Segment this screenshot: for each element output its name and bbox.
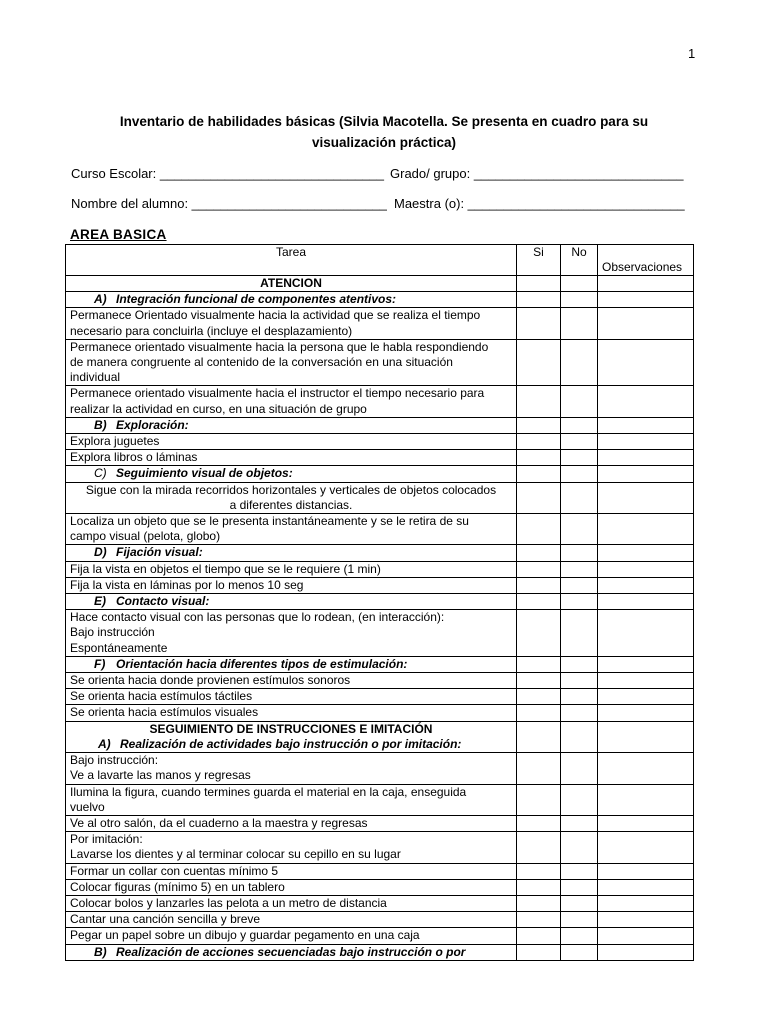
si-cell[interactable] xyxy=(517,577,561,593)
observaciones-cell[interactable] xyxy=(598,784,694,815)
si-cell[interactable] xyxy=(517,673,561,689)
task-cell xyxy=(66,928,517,944)
observaciones-cell[interactable] xyxy=(598,610,694,657)
no-cell[interactable] xyxy=(561,721,598,752)
task-cell xyxy=(66,450,517,466)
subsection-text: Realización de acciones secuenciadas bajo instrucción o por xyxy=(116,944,466,959)
task-text: realizar la actividad en curso, en una situación de grupo xyxy=(70,401,367,416)
table-row xyxy=(66,832,694,863)
task-text: necesario para concluirla (incluye el desplazamiento) xyxy=(70,323,353,338)
subsection-text: Exploración: xyxy=(116,417,189,432)
task-text: Permanece orientado visualmente hacia el instructor el tiempo necesario para xyxy=(70,386,485,401)
inventory-table xyxy=(65,244,694,961)
si-cell[interactable] xyxy=(517,594,561,610)
observaciones-cell[interactable] xyxy=(598,577,694,593)
subsection-text: Fijación visual: xyxy=(116,545,203,560)
task-text: Bajo instrucción: xyxy=(70,753,159,768)
observaciones-cell[interactable] xyxy=(598,450,694,466)
no-cell[interactable] xyxy=(561,784,598,815)
task-text: Se orienta hacia estímulos táctiles xyxy=(70,689,253,704)
task-text: Se orienta hacia estímulos visuales xyxy=(70,705,259,720)
subsection-heading xyxy=(66,545,517,561)
task-text: Lavarse los dientes y al terminar colocar su cepillo en su lugar xyxy=(70,847,401,862)
task-text: Formar un collar con cuentas mínimo 5 xyxy=(70,863,279,878)
observaciones-cell[interactable] xyxy=(598,879,694,895)
table-row xyxy=(66,928,694,944)
table-subsection-row xyxy=(66,594,694,610)
subsection-text: Orientación hacia diferentes tipos de estimulación: xyxy=(116,656,408,671)
observaciones-cell[interactable] xyxy=(598,689,694,705)
task-text: Ve a lavarte las manos y regresas xyxy=(70,768,251,783)
table-row xyxy=(66,561,694,577)
task-cell xyxy=(66,689,517,705)
observaciones-cell[interactable] xyxy=(598,308,694,339)
no-cell[interactable] xyxy=(561,292,598,308)
table-row xyxy=(66,879,694,895)
observaciones-cell[interactable] xyxy=(598,673,694,689)
subsection-text: Realización de actividades bajo instrucción o por imitación: xyxy=(120,736,462,751)
table-row xyxy=(66,450,694,466)
no-cell[interactable] xyxy=(561,944,598,960)
si-cell[interactable] xyxy=(517,832,561,863)
table-row xyxy=(66,784,694,815)
table-row xyxy=(66,386,694,417)
task-cell xyxy=(66,514,517,545)
observaciones-cell[interactable] xyxy=(598,944,694,960)
task-cell xyxy=(66,832,517,863)
no-cell[interactable] xyxy=(561,482,598,513)
task-text: Pegar un papel sobre un dibujo y guardar pegamento en una caja xyxy=(70,928,420,943)
no-cell[interactable] xyxy=(561,514,598,545)
task-text: Bajo instrucción xyxy=(70,625,155,640)
no-cell[interactable] xyxy=(561,450,598,466)
task-cell xyxy=(66,863,517,879)
nombre-alumno-field: Nombre del alumno: ___________________________ xyxy=(71,196,387,211)
task-text: Explora juguetes xyxy=(70,434,160,449)
table-subsection-row xyxy=(66,292,694,308)
observaciones-cell[interactable] xyxy=(598,417,694,433)
table-row xyxy=(66,753,694,784)
section-heading-cell xyxy=(66,721,517,752)
task-text: Localiza un objeto que se le presenta instantáneamente y se le retira de su xyxy=(70,514,469,529)
task-cell xyxy=(66,784,517,815)
si-cell[interactable] xyxy=(517,292,561,308)
subsection-letter: F) xyxy=(94,656,106,671)
task-text: Ilumina la figura, cuando termines guarda el material en la caja, enseguida xyxy=(70,784,467,799)
no-cell[interactable] xyxy=(561,863,598,879)
task-cell xyxy=(66,610,517,657)
table-row xyxy=(66,689,694,705)
task-cell xyxy=(66,705,517,721)
no-cell[interactable] xyxy=(561,656,598,672)
no-cell[interactable] xyxy=(561,753,598,784)
table-section-row xyxy=(66,721,694,752)
task-text: Permanece orientado visualmente hacia la persona que le habla respondiendo xyxy=(70,339,489,354)
observaciones-cell[interactable] xyxy=(598,466,694,482)
task-text: Explora libros o láminas xyxy=(70,450,198,465)
table-subsection-row xyxy=(66,944,694,960)
table-subsection-row xyxy=(66,545,694,561)
si-cell[interactable] xyxy=(517,656,561,672)
task-cell xyxy=(66,339,517,386)
no-cell[interactable] xyxy=(561,895,598,911)
subsection-heading xyxy=(66,466,517,482)
task-cell xyxy=(66,434,517,450)
table-row xyxy=(66,895,694,911)
subsection-letter: E) xyxy=(94,594,106,609)
observaciones-cell[interactable] xyxy=(598,561,694,577)
si-cell[interactable] xyxy=(517,689,561,705)
si-cell[interactable] xyxy=(517,561,561,577)
table-header-row xyxy=(66,245,694,276)
task-text: individual xyxy=(70,370,121,385)
task-cell xyxy=(66,577,517,593)
grado-grupo-field: Grado/ grupo: _____________________________ xyxy=(390,166,684,181)
table-row xyxy=(66,610,694,657)
si-cell[interactable] xyxy=(517,339,561,386)
observaciones-cell[interactable] xyxy=(598,912,694,928)
no-cell[interactable] xyxy=(561,417,598,433)
subsection-heading xyxy=(66,292,517,308)
no-cell[interactable] xyxy=(561,339,598,386)
subsection-text: Integración funcional de componentes atentivos: xyxy=(116,292,397,307)
observaciones-cell[interactable] xyxy=(598,545,694,561)
observaciones-cell[interactable] xyxy=(598,928,694,944)
si-cell[interactable] xyxy=(517,308,561,339)
si-cell[interactable] xyxy=(517,879,561,895)
header-si: Si xyxy=(517,245,561,276)
table-row xyxy=(66,434,694,450)
subsection-letter: A) xyxy=(98,736,111,751)
si-cell[interactable] xyxy=(517,450,561,466)
no-cell[interactable] xyxy=(561,386,598,417)
task-text: Se orienta hacia donde provienen estímulos sonoros xyxy=(70,673,351,688)
no-cell[interactable] xyxy=(561,434,598,450)
si-cell[interactable] xyxy=(517,721,561,752)
task-text: Fija la vista en objetos el tiempo que se le requiere (1 min) xyxy=(70,561,381,576)
no-cell[interactable] xyxy=(561,815,598,831)
observaciones-cell[interactable] xyxy=(598,276,694,292)
observaciones-cell[interactable] xyxy=(598,832,694,863)
task-cell xyxy=(66,386,517,417)
si-cell[interactable] xyxy=(517,386,561,417)
task-text: de manera congruente al contenido de la conversación en una situación xyxy=(70,355,453,370)
si-cell[interactable] xyxy=(517,895,561,911)
task-cell xyxy=(66,895,517,911)
si-cell[interactable] xyxy=(517,610,561,657)
task-text: Espontáneamente xyxy=(70,640,168,655)
observaciones-cell[interactable] xyxy=(598,482,694,513)
task-cell xyxy=(66,673,517,689)
section-heading: SEGUIMIENTO DE INSTRUCCIONES E IMITACIÓN xyxy=(149,721,433,736)
no-cell[interactable] xyxy=(561,689,598,705)
observaciones-cell[interactable] xyxy=(598,863,694,879)
si-cell[interactable] xyxy=(517,705,561,721)
task-cell xyxy=(66,879,517,895)
task-text: Cantar una canción sencilla y breve xyxy=(70,912,261,927)
page-number: 1 xyxy=(688,46,696,61)
document-title: Inventario de habilidades básicas (Silvia Macotella. Se presenta en cuadro para su visualización práctica) xyxy=(119,114,649,150)
curso-escolar-field: Curso Escolar: _______________________________ xyxy=(71,166,384,181)
task-cell xyxy=(66,308,517,339)
task-text: Permanece Orientado visualmente hacia la actividad que se realiza el tiempo xyxy=(70,308,481,323)
si-cell[interactable] xyxy=(517,434,561,450)
subsection-letter: B) xyxy=(94,944,107,959)
task-text: Hace contacto visual con las personas que lo rodean, (en interacción): xyxy=(70,610,445,625)
si-cell[interactable] xyxy=(517,815,561,831)
no-cell[interactable] xyxy=(561,466,598,482)
task-text: vuelvo xyxy=(70,799,105,814)
no-cell[interactable] xyxy=(561,928,598,944)
table-row xyxy=(66,863,694,879)
observaciones-cell[interactable] xyxy=(598,895,694,911)
observaciones-cell[interactable] xyxy=(598,753,694,784)
subsection-heading xyxy=(70,737,512,752)
no-cell[interactable] xyxy=(561,561,598,577)
no-cell[interactable] xyxy=(561,673,598,689)
subsection-letter: A) xyxy=(94,292,107,307)
subsection-heading xyxy=(66,594,517,610)
header-no: No xyxy=(561,245,598,276)
subsection-text: Seguimiento visual de objetos: xyxy=(116,466,293,481)
header-observaciones: Observaciones xyxy=(598,245,694,276)
no-cell[interactable] xyxy=(561,577,598,593)
task-cell xyxy=(66,753,517,784)
table-row xyxy=(66,673,694,689)
si-cell[interactable] xyxy=(517,276,561,292)
task-cell xyxy=(66,912,517,928)
observaciones-cell[interactable] xyxy=(598,292,694,308)
table-section-row xyxy=(66,276,694,292)
section-title: AREA BASICA xyxy=(70,227,167,242)
task-text: Ve al otro salón, da el cuaderno a la maestra y regresas xyxy=(70,815,368,830)
no-cell[interactable] xyxy=(561,705,598,721)
table-subsection-row xyxy=(66,417,694,433)
si-cell[interactable] xyxy=(517,863,561,879)
task-text: Por imitación: xyxy=(70,832,143,847)
si-cell[interactable] xyxy=(517,944,561,960)
no-cell[interactable] xyxy=(561,912,598,928)
observaciones-cell[interactable] xyxy=(598,656,694,672)
table-subsection-row xyxy=(66,466,694,482)
task-text: Sigue con la mirada recorridos horizontales y verticales de objetos colocados xyxy=(85,482,497,497)
table-row xyxy=(66,308,694,339)
table-subsection-row xyxy=(66,656,694,672)
table-row xyxy=(66,514,694,545)
observaciones-cell[interactable] xyxy=(598,514,694,545)
no-cell[interactable] xyxy=(561,594,598,610)
maestra-field: Maestra (o): ______________________________ xyxy=(394,196,685,211)
task-cell xyxy=(66,815,517,831)
observaciones-cell[interactable] xyxy=(598,339,694,386)
observaciones-cell[interactable] xyxy=(598,386,694,417)
task-text: Colocar figuras (mínimo 5) en un tablero xyxy=(70,879,285,894)
observaciones-cell[interactable] xyxy=(598,594,694,610)
table-row xyxy=(66,815,694,831)
si-cell[interactable] xyxy=(517,482,561,513)
observaciones-cell[interactable] xyxy=(598,721,694,752)
observaciones-cell[interactable] xyxy=(598,434,694,450)
section-heading: ATENCION xyxy=(66,276,517,292)
subsection-heading xyxy=(66,944,517,960)
subsection-letter: D) xyxy=(94,545,107,560)
task-text: Fija la vista en láminas por lo menos 10 seg xyxy=(70,577,304,592)
task-cell xyxy=(66,561,517,577)
subsection-heading xyxy=(66,417,517,433)
si-cell[interactable] xyxy=(517,928,561,944)
si-cell[interactable] xyxy=(517,466,561,482)
si-cell[interactable] xyxy=(517,417,561,433)
no-cell[interactable] xyxy=(561,276,598,292)
subsection-heading xyxy=(66,656,517,672)
task-text: campo visual (pelota, globo) xyxy=(70,529,221,544)
subsection-letter: B) xyxy=(94,417,107,432)
observaciones-cell[interactable] xyxy=(598,815,694,831)
subsection-text: Contacto visual: xyxy=(116,594,210,609)
task-cell xyxy=(66,482,517,513)
subsection-letter: C) xyxy=(94,466,107,481)
table-row xyxy=(66,705,694,721)
no-cell[interactable] xyxy=(561,545,598,561)
si-cell[interactable] xyxy=(517,514,561,545)
no-cell[interactable] xyxy=(561,308,598,339)
observaciones-cell[interactable] xyxy=(598,705,694,721)
no-cell[interactable] xyxy=(561,610,598,657)
task-text: a diferentes distancias. xyxy=(229,497,353,512)
si-cell[interactable] xyxy=(517,912,561,928)
header-tarea: Tarea xyxy=(66,245,517,276)
si-cell[interactable] xyxy=(517,753,561,784)
table-row xyxy=(66,577,694,593)
table-row xyxy=(66,912,694,928)
no-cell[interactable] xyxy=(561,879,598,895)
table-row xyxy=(66,482,694,513)
si-cell[interactable] xyxy=(517,784,561,815)
si-cell[interactable] xyxy=(517,545,561,561)
task-text: Colocar bolos y lanzarles las pelota a un metro de distancia xyxy=(70,895,387,910)
no-cell[interactable] xyxy=(561,832,598,863)
table-row xyxy=(66,339,694,386)
